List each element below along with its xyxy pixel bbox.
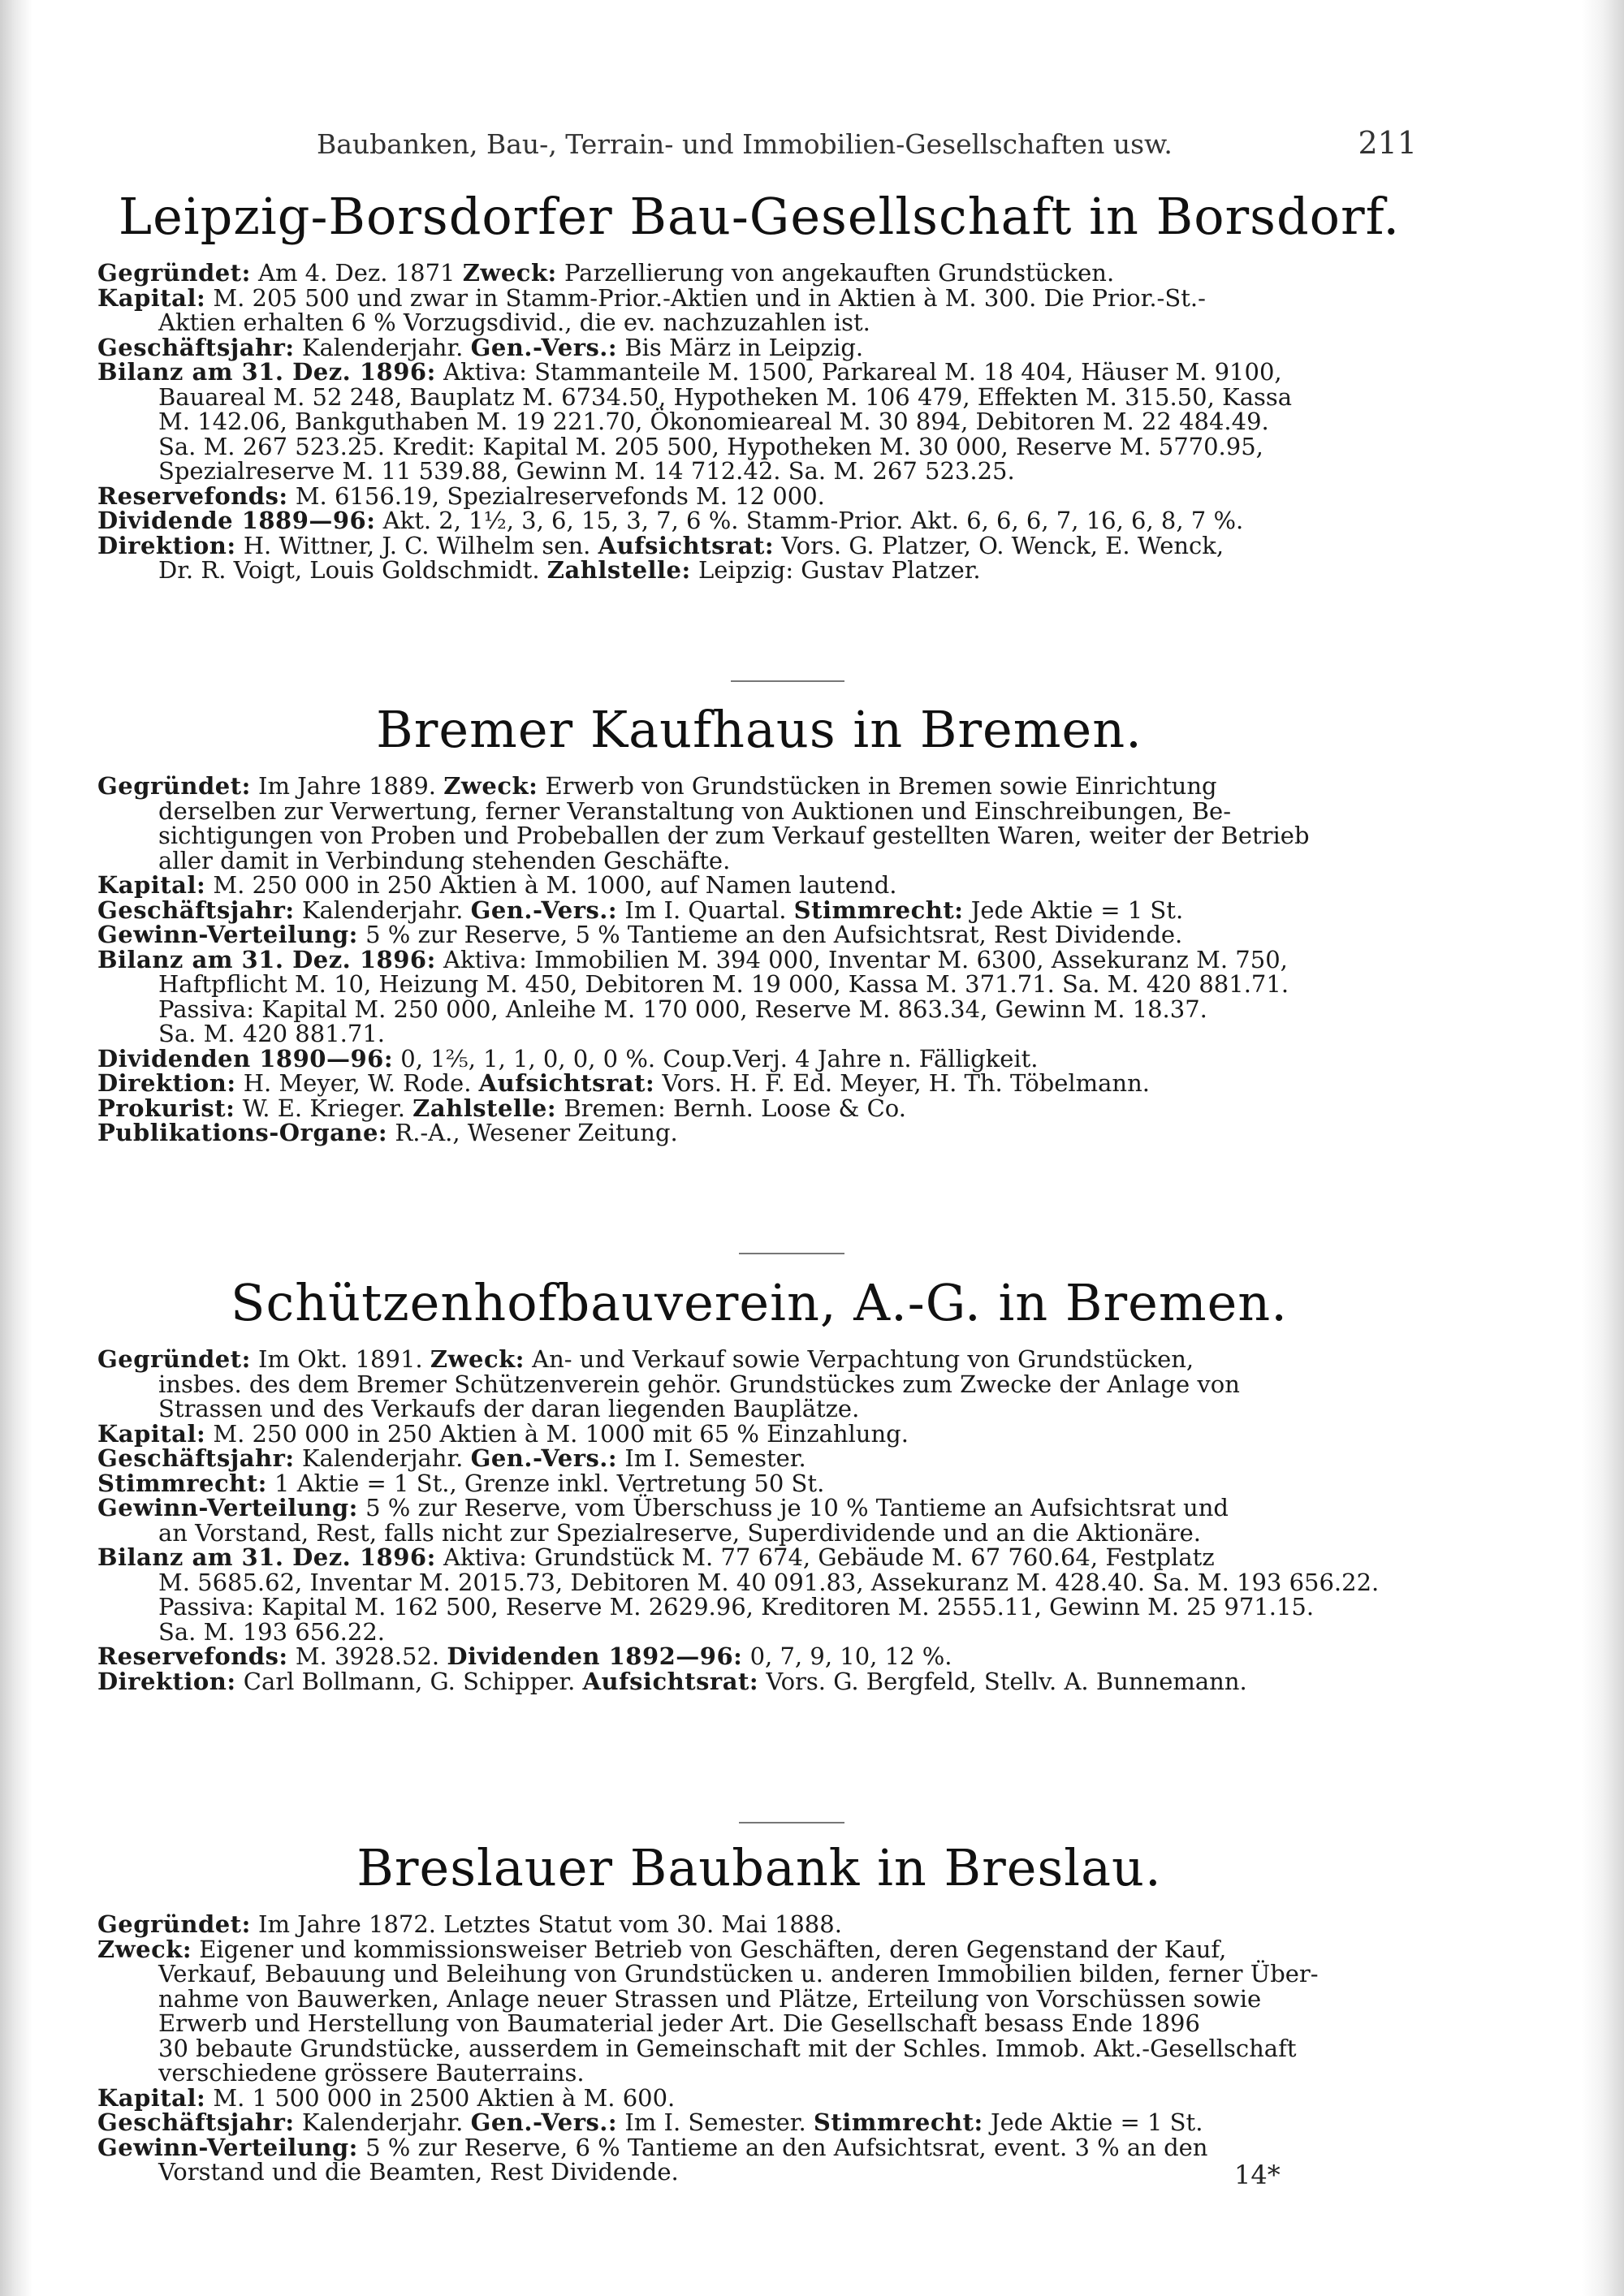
entry-bremer-kaufhaus	[97, 700, 1421, 1146]
field-dividenden: Dividenden 1890—96: 0, 1⅖, 1, 1, 0, 0, 0 %. Coup.Verj. 4 Jahre n. Fälligkeit.	[97, 1044, 1039, 1072]
field-kapital: Kapital: M. 205 500 und zwar in Stamm-Prior.-Aktien und in Aktien à M. 300. Die Prior.-St.- Aktien erhalten 6 % Vorzugsdivid., die ev. nachzuzahlen ist.	[97, 283, 1206, 336]
entry-schuetzenhofbauverein	[97, 1273, 1421, 1694]
field-kapital: Kapital: M. 250 000 in 250 Aktien à M. 1000 mit 65 % Einzahlung.	[97, 1419, 909, 1448]
entry-title: Bremer Kaufhaus in Bremen.	[376, 700, 1142, 759]
field-direktion: Direktion: H. Meyer, W. Rode. Aufsichtsrat: Vors. H. F. Ed. Meyer, H. Th. Töbelmann.	[97, 1069, 1151, 1097]
running-title: Baubanken, Bau-, Terrain- und Immobilien-Gesellschaften usw.	[317, 128, 1173, 160]
field-gegruendet: Gegründet: Am 4. Dez. 1871 Zweck: Parzellierung von angekauften Grundstücken.	[97, 259, 1115, 287]
field-prokurist: Prokurist: W. E. Krieger. Zahlstelle: Bremen: Bernh. Loose & Co.	[97, 1094, 906, 1122]
field-reservefonds: Reservefonds: M. 3928.52. Dividenden 1892—96: 0, 7, 9, 10, 12 %.	[97, 1642, 952, 1670]
field-geschaeftsjahr: Geschäftsjahr: Kalenderjahr. Gen.-Vers.: Im I. Semester. Stimmrecht: Jede Aktie = 1 St.	[97, 2108, 1203, 2136]
field-publikations-organe: Publikations-Organe: R.-A., Wesener Zeitung.	[97, 1119, 678, 1146]
entry-title: Schützenhofbauverein, A.-G. in Bremen.	[231, 1273, 1288, 1332]
field-dividende: Dividende 1889—96: Akt. 2, 1½, 3, 6, 15, 3, 7, 6 %. Stamm-Prior. Akt. 6, 6, 6, 7, 16, 6, 8, 7 %.	[97, 507, 1244, 534]
entry-breslauer-baubank	[97, 1838, 1421, 2185]
field-stimmrecht: Stimmrecht: 1 Aktie = 1 St., Grenze inkl. Vertretung 50 St.	[97, 1469, 825, 1497]
field-kapital: Kapital: M. 250 000 in 250 Aktien à M. 1000, auf Namen lautend.	[97, 871, 897, 899]
scan-left-edge	[0, 0, 32, 2296]
field-geschaeftsjahr: Geschäftsjahr: Kalenderjahr. Gen.-Vers.: Bis März in Leipzig.	[97, 333, 864, 361]
field-reservefonds: Reservefonds: M. 6156.19, Spezialreservefonds M. 12 000.	[97, 481, 825, 510]
section-divider	[739, 1822, 844, 1823]
field-kapital: Kapital: M. 1 500 000 in 2500 Aktien à M. 600.	[97, 2083, 676, 2112]
running-head	[317, 125, 1417, 169]
field-gegruendet: Gegründet: Im Jahre 1889. Zweck: Erwerb von Grundstücken in Bremen sowie Einrichtung derselben zur Verwertung, ferner Veranstaltung von Auktionen und Einschreibungen, Be- sichtigungen von Proben und Probeballen der zum Verkauf gestellten Waren, weiter der Betrieb aller damit in Verbindung stehenden Geschäfte.	[97, 772, 1310, 874]
field-gewinn-verteilung: Gewinn-Verteilung: 5 % zur Reserve, 6 % Tantieme an den Aufsichtsrat, event. 3 % an den Vorstand und die Beamten, Rest Dividende.	[97, 2133, 1208, 2186]
field-bilanz: Bilanz am 31. Dez. 1896: Aktiva: Stammanteile M. 1500, Parkareal M. 18 404, Häuser M. 9100, Bauareal M. 52 248, Bauplatz M. 6734.50, Hypotheken M. 106 479, Effekten M. 315.50, Kassa M. 142.06, Bankguthaben M. 19 221.70, Ökonomieareal M. 30 894, Debitoren M. 22 484.49. Sa. M. 267 523.25. Kredit: Kapital M. 205 500, Hypotheken M. 30 000, Reserve M. 5770.95, Spezialreserve M. 11 539.88, Gewinn M. 14 712.42. Sa. M. 267 523.25.	[97, 358, 1293, 485]
field-gewinn-verteilung: Gewinn-Verteilung: 5 % zur Reserve, vom Überschuss je 10 % Tantieme an Aufsichtsrat und an Vorstand, Rest, falls nicht zur Spezialreserve, Superdividende und an die Aktionäre.	[97, 1494, 1229, 1547]
field-bilanz: Bilanz am 31. Dez. 1896: Aktiva: Immobilien M. 394 000, Inventar M. 6300, Assekuranz M. 750, Haftpflicht M. 10, Heizung M. 450, Debitoren M. 19 000, Kassa M. 371.71. Sa. M. 420 881.71. Passiva: Kapital M. 250 000, Anleihe M. 170 000, Reserve M. 863.34, Gewinn M. 18.37. Sa. M. 420 881.71.	[97, 945, 1289, 1047]
field-direktion: Direktion: Carl Bollmann, G. Schipper. Aufsichtsrat: Vors. G. Bergfeld, Stellv. A. Bunnemann.	[97, 1667, 1247, 1695]
field-gegruendet: Gegründet: Im Jahre 1872. Letztes Statut vom 30. Mai 1888.	[97, 1910, 842, 1938]
field-direktion: Direktion: H. Wittner, J. C. Wilhelm sen. Aufsichtsrat: Vors. G. Platzer, O. Wenck, E. Wenck, Dr. R. Voigt, Louis Goldschmidt. Zahlstelle: Leipzig: Gustav Platzer.	[97, 531, 1224, 584]
field-geschaeftsjahr: Geschäftsjahr: Kalenderjahr. Gen.-Vers.: Im I. Quartal. Stimmrecht: Jede Aktie = 1 St.	[97, 896, 1184, 924]
scan-right-edge	[1582, 0, 1624, 2296]
field-zweck: Zweck: Eigener und kommissionsweiser Betrieb von Geschäften, deren Gegenstand der Kauf, Verkauf, Bebauung und Beleihung von Grundstücken u. anderen Immobilien bilden, ferner Über- nahme von Bauwerken, Anlage neuer Strassen und Plätze, Erteilung von Vorschüssen sowie Erwerb und Herstellung von Baumaterial jeder Art. Die Gesellschaft besass Ende 1896 30 bebaute Grundstücke, ausserdem in Gemeinschaft mit der Schles. Immob. Akt.-Gesellschaft verschiedene grössere Bauterrains.	[97, 1935, 1319, 2087]
entry-leipzig-borsdorfer	[97, 187, 1421, 583]
page-number: 211	[1358, 125, 1417, 161]
field-bilanz: Bilanz am 31. Dez. 1896: Aktiva: Grundstück M. 77 674, Gebäude M. 67 760.64, Festplatz M. 5685.62, Inventar M. 2015.73, Debitoren M. 40 091.83, Assekuranz M. 428.40. Sa. M. 193 656.22. Passiva: Kapital M. 162 500, Reserve M. 2629.96, Kreditoren M. 2555.11, Gewinn M. 25 971.15. Sa. M. 193 656.22.	[97, 1543, 1380, 1646]
field-gewinn-verteilung: Gewinn-Verteilung: 5 % zur Reserve, 5 % Tantieme an den Aufsichtsrat, Rest Dividende.	[97, 921, 1183, 948]
section-divider	[739, 1253, 844, 1254]
field-gegruendet: Gegründet: Im Okt. 1891. Zweck: An- und Verkauf sowie Verpachtung von Grundstücken, insbes. des dem Bremer Schützenverein gehör. Grundstückes zum Zwecke der Anlage von Strassen und des Verkaufs der daran liegenden Bauplätze.	[97, 1345, 1240, 1422]
entry-title: Breslauer Baubank in Breslau.	[356, 1838, 1162, 1897]
signature-mark: 14*	[1234, 2160, 1281, 2190]
section-divider	[731, 680, 844, 682]
entry-title: Leipzig-Borsdorfer Bau-Gesellschaft in Borsdorf.	[118, 187, 1401, 246]
field-geschaeftsjahr: Geschäftsjahr: Kalenderjahr. Gen.-Vers.: Im I. Semester.	[97, 1444, 806, 1472]
